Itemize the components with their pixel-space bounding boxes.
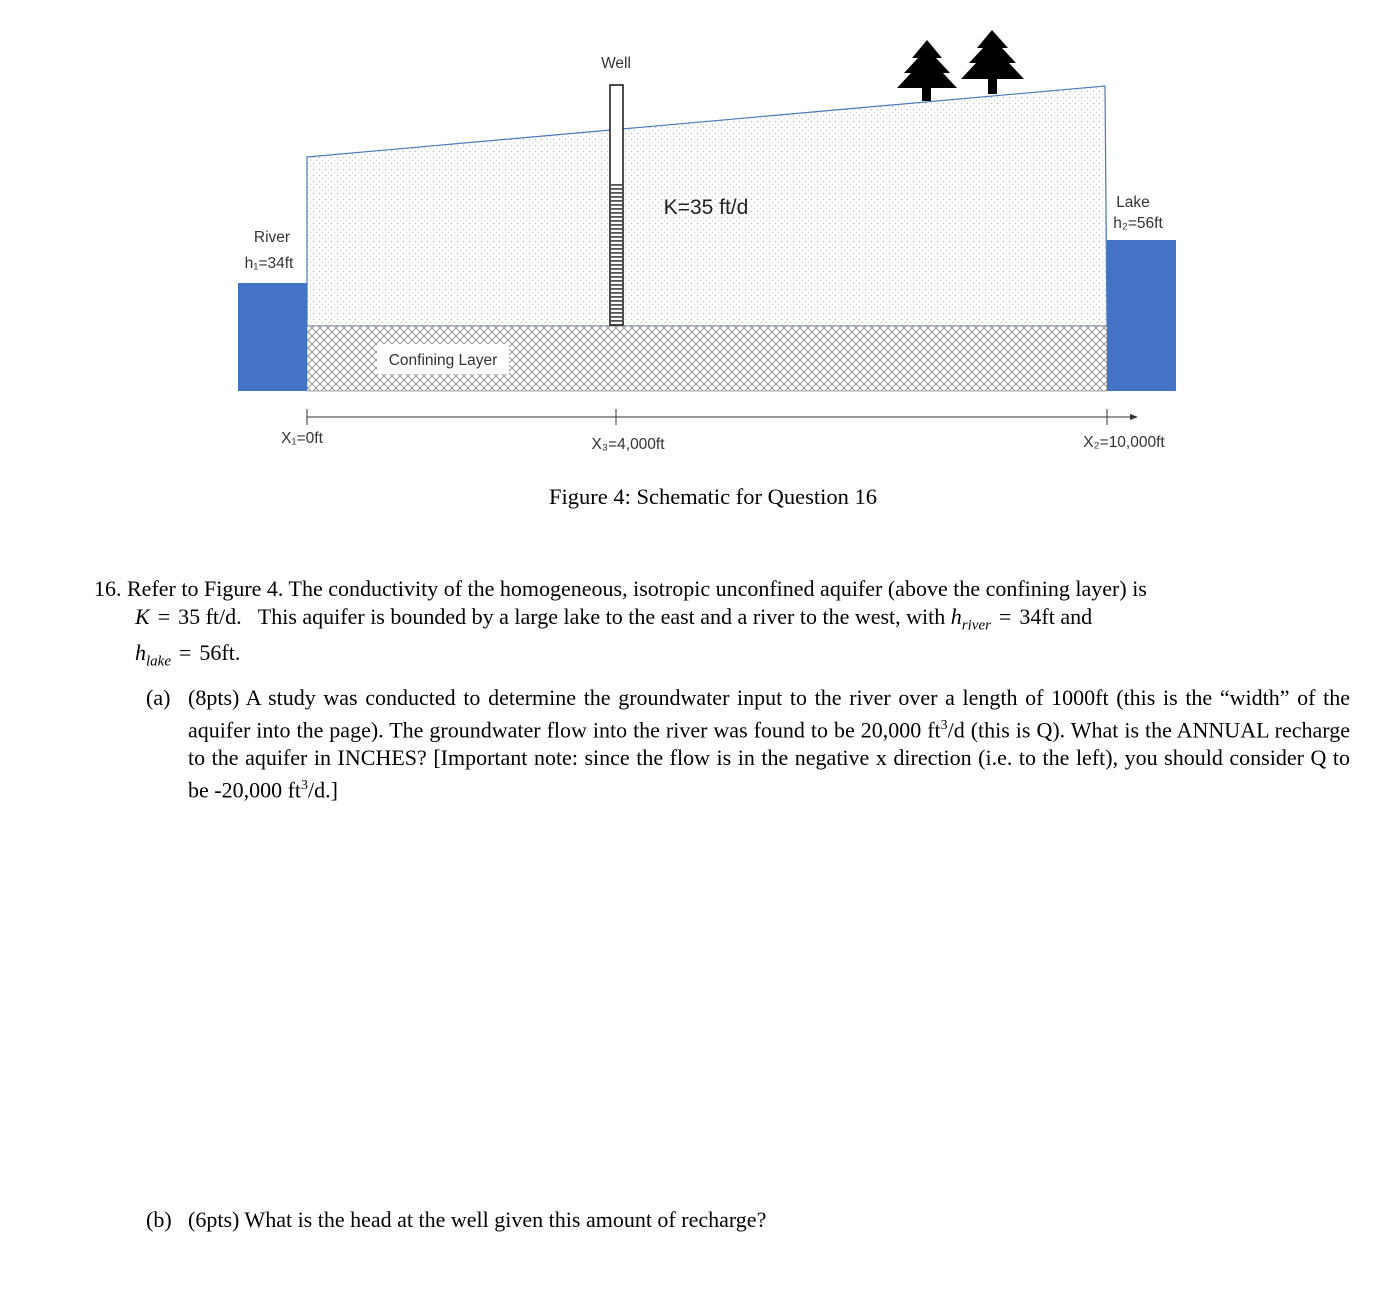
x2-label: X₂=10,000ft bbox=[1083, 434, 1165, 451]
pine-tree-icon bbox=[897, 40, 957, 101]
confining-label: Confining Layer bbox=[388, 352, 498, 369]
river-label: River bbox=[253, 229, 291, 246]
k-value: 35 ft/d. bbox=[178, 604, 242, 629]
equals-sign: = bbox=[178, 640, 192, 666]
pine-tree-icon bbox=[961, 30, 1024, 94]
river-water bbox=[238, 283, 307, 391]
question-line-1: 16. Refer to Figure 4. The conductivity of the homogeneous, isotropic unconfined aquifer (above the confining layer) is bbox=[94, 576, 1147, 601]
lake-water bbox=[1107, 240, 1176, 391]
question-part-a bbox=[146, 684, 1350, 805]
lake-head-value: 56ft. bbox=[199, 640, 241, 666]
part-b-label: (b) bbox=[146, 1207, 172, 1232]
lake-label: Lake bbox=[1116, 194, 1150, 211]
conductivity-label: K=35 ft/d bbox=[663, 196, 749, 219]
question-line-2 bbox=[94, 603, 1350, 639]
river-head-label: h₁=34ft bbox=[244, 255, 294, 272]
question-line-2-text: This aquifer is bounded by a large lake to the east and a river to the west, with bbox=[257, 604, 946, 629]
river-head-value: 34ft and bbox=[1019, 604, 1093, 629]
h-river-symbol: h bbox=[950, 604, 962, 629]
well-screen bbox=[611, 183, 622, 324]
x1-label: X₁=0ft bbox=[281, 430, 323, 447]
equals-sign: = bbox=[157, 604, 171, 629]
equals-sign: = bbox=[998, 604, 1012, 629]
question-16 bbox=[94, 575, 1350, 676]
h-lake-symbol: h bbox=[135, 640, 146, 666]
part-a-text-2: /d (this is Q). What is the ANNUAL recharge to the aquifer in INCHES? [Important note: since the flow is in the negative x direction (i.e. to the left), you should consider Q to be -20,000 ft bbox=[188, 717, 1350, 803]
part-a-sup-2: 3 bbox=[301, 778, 309, 794]
figure-caption: Figure 4: Schematic for Question 16 bbox=[548, 484, 878, 509]
part-a-text-1: (8pts) A study was conducted to determine the groundwater input to the river over a length of 1000ft (this is the “width” of the aquifer into the page). The groundwater flow into the river was found to be 20,000 ft bbox=[188, 685, 1350, 743]
part-a-sup-1: 3 bbox=[940, 718, 948, 733]
k-symbol: K bbox=[135, 604, 150, 629]
question-part-b bbox=[146, 1206, 1350, 1234]
aquifer-schematic bbox=[0, 0, 1398, 480]
part-a-label: (a) bbox=[146, 685, 171, 710]
well-label: Well bbox=[601, 55, 631, 72]
river-subscript: river bbox=[961, 617, 991, 634]
distance-axis bbox=[307, 409, 1138, 425]
x3-label: X₃=4,000ft bbox=[591, 436, 665, 453]
part-a-text bbox=[188, 684, 1350, 805]
lake-head-label: h₂=56ft bbox=[1113, 215, 1163, 232]
lake-subscript: lake bbox=[146, 653, 171, 670]
part-a-text-3: /d.] bbox=[308, 777, 338, 803]
question-line-3 bbox=[94, 639, 1350, 675]
part-b-text: (6pts) What is the head at the well given this amount of recharge? bbox=[188, 1207, 767, 1232]
